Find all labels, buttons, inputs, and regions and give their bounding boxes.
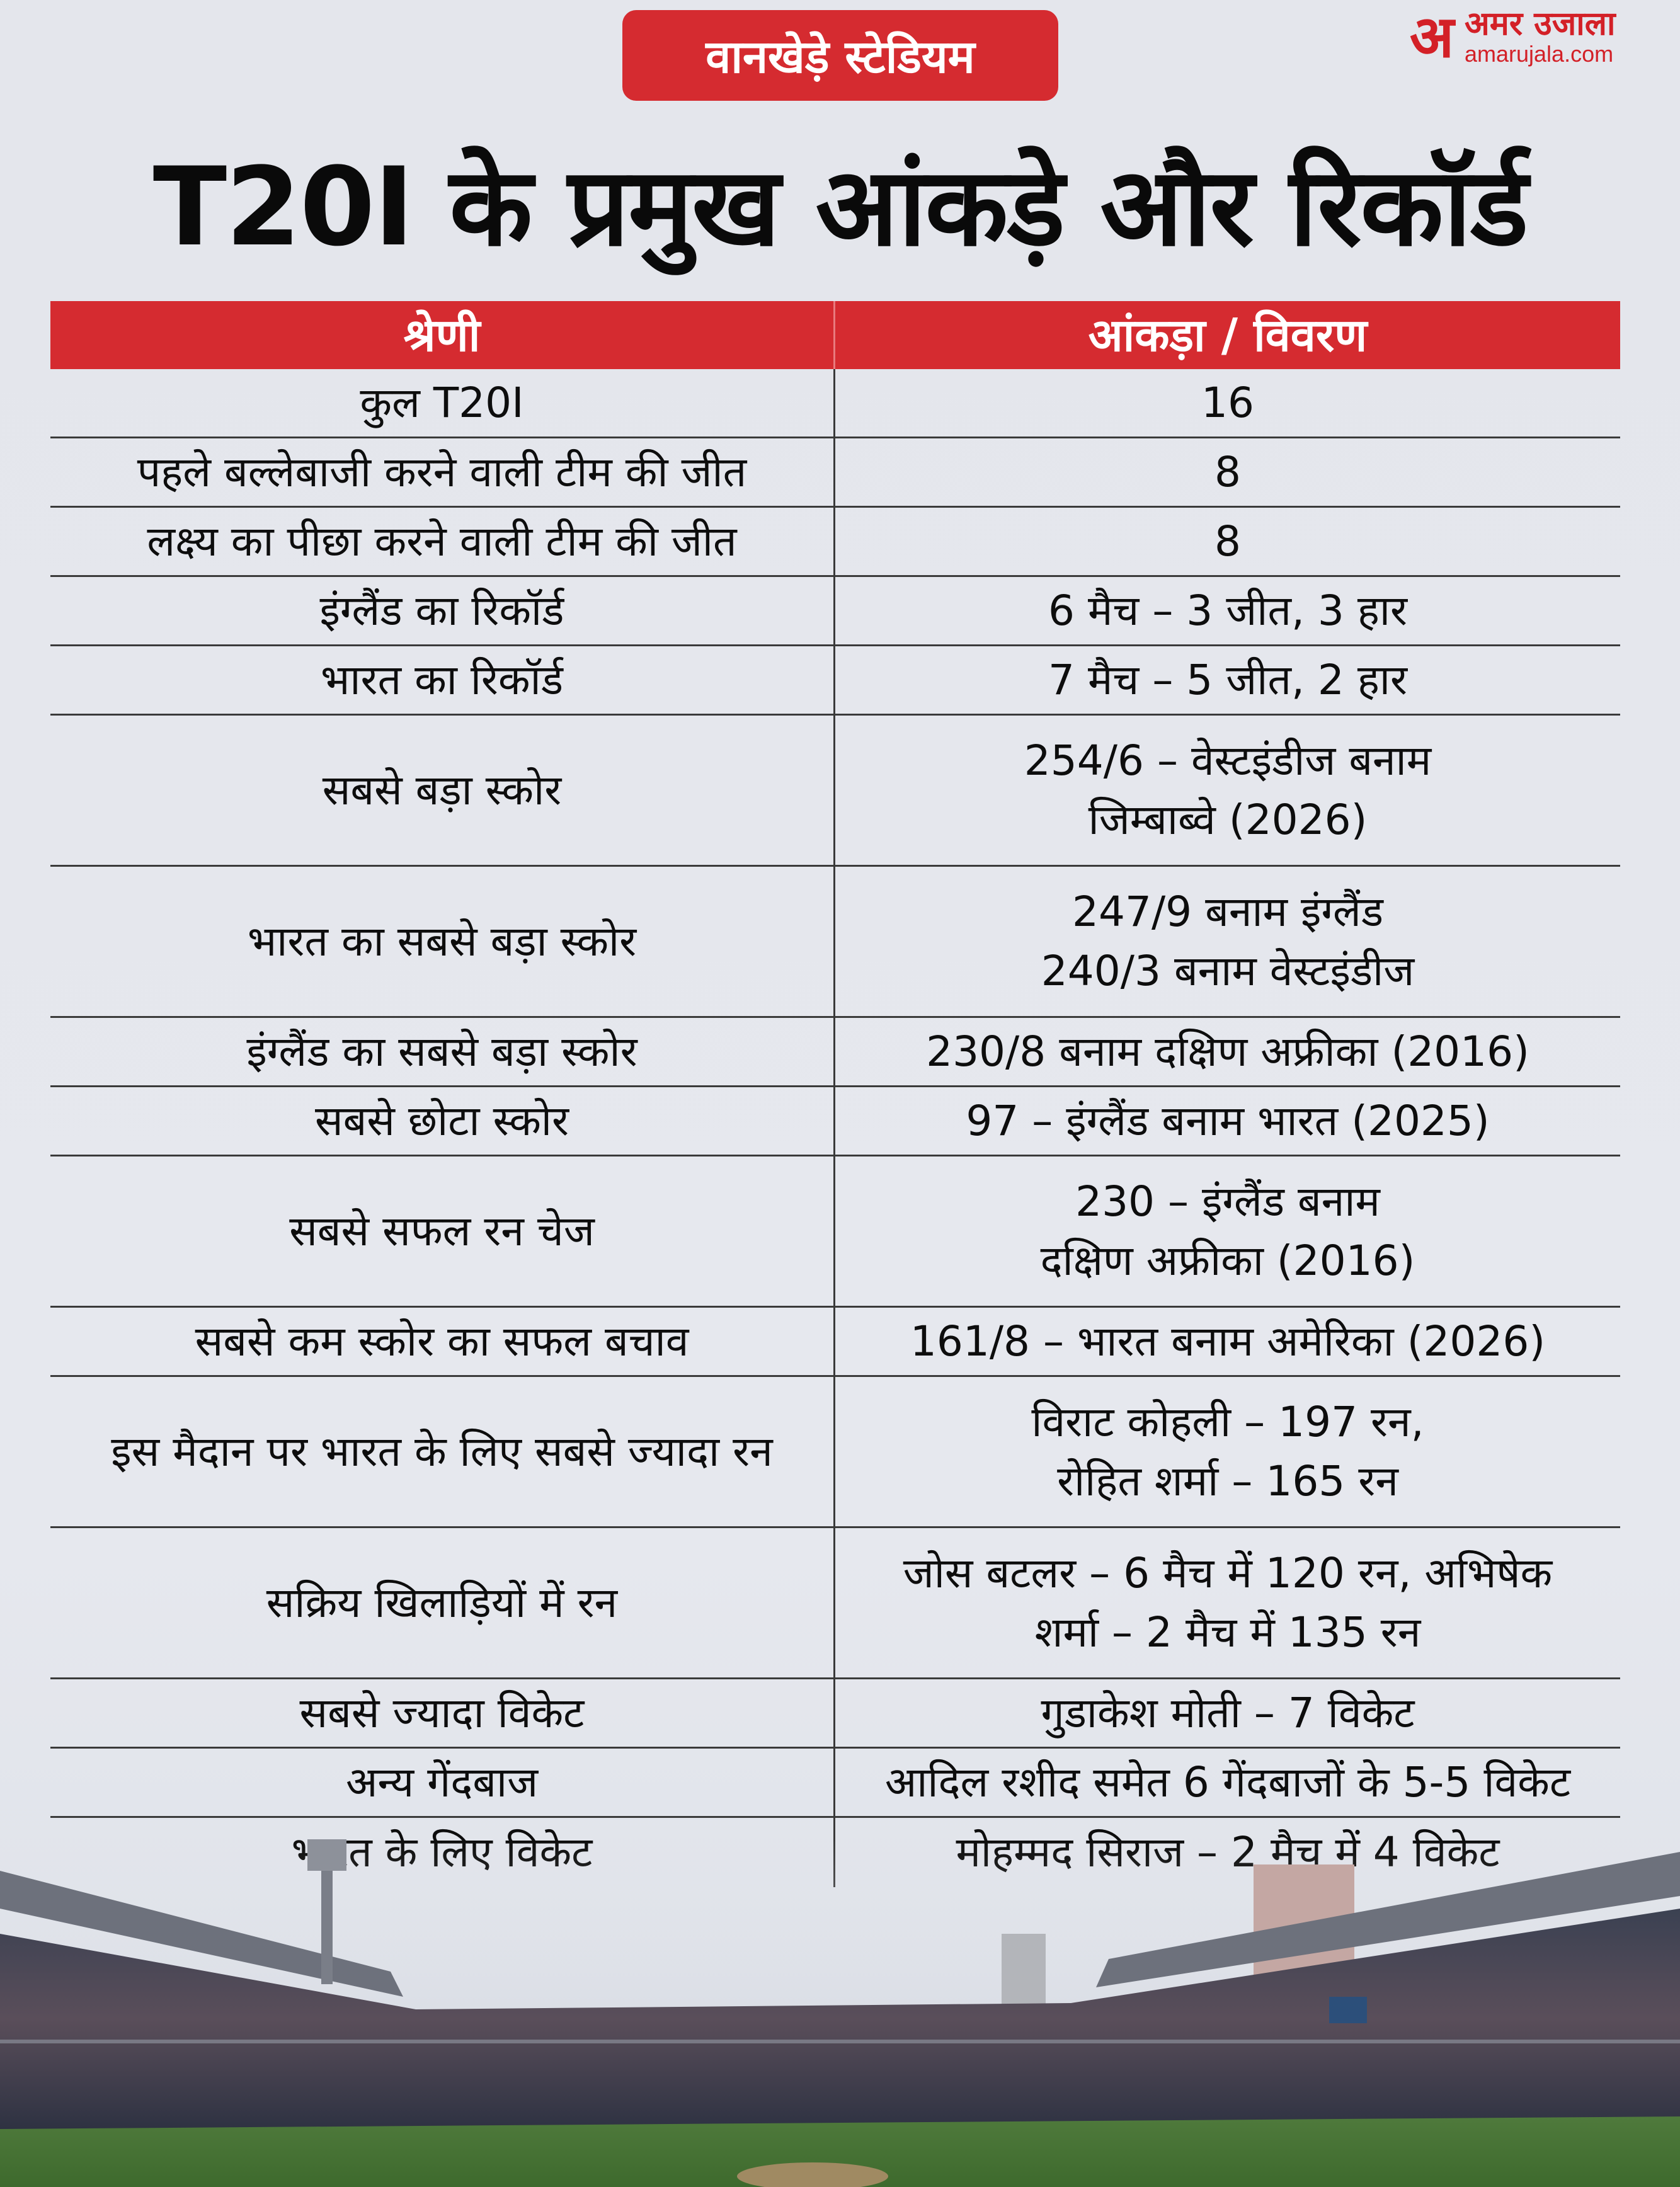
row-value: 247/9 बनाम इंग्लैंड 240/3 बनाम वेस्टइंडीज: [1041, 887, 1415, 995]
row-category: पहले बल्लेबाजी करने वाली टीम की जीत: [50, 438, 835, 506]
row-category: इस मैदान पर भारत के लिए सबसे ज्यादा रन: [50, 1377, 835, 1526]
row-value: 97 – इंग्लैंड बनाम भारत (2025): [966, 1096, 1490, 1145]
row-category: सबसे बड़ा स्कोर: [50, 716, 835, 865]
row-category: सबसे सफल रन चेज: [50, 1156, 835, 1306]
row-value: गुडाकेश मोती – 7 विकेट: [1041, 1688, 1415, 1737]
table-row: [50, 1087, 1620, 1156]
building: [1002, 1934, 1046, 2009]
column-header-category: श्रेणी: [50, 301, 835, 369]
brand-logo: [1402, 3, 1666, 71]
table-row: [50, 1679, 1620, 1749]
row-category: लक्ष्य का पीछा करने वाली टीम की जीत: [50, 508, 835, 575]
table-row: [50, 716, 1620, 867]
brand-name: अमर उजाला: [1465, 4, 1616, 43]
stand-divider: [0, 2040, 1680, 2043]
row-category: कुल T20I: [50, 369, 835, 437]
table-row: [50, 1528, 1620, 1679]
logo-text: [1465, 4, 1616, 67]
table-row: [50, 1018, 1620, 1087]
table-row: [50, 646, 1620, 716]
column-header-value: आंकड़ा / विवरण: [1088, 308, 1368, 362]
table-row: [50, 1377, 1620, 1528]
table-row: [50, 369, 1620, 438]
brand-url: amarujala.com: [1465, 40, 1614, 67]
stats-table: [50, 301, 1620, 1887]
row-category: अन्य गेंदबाज: [50, 1749, 835, 1816]
row-category: सबसे ज्यादा विकेट: [50, 1679, 835, 1747]
table-row: [50, 867, 1620, 1018]
venue-badge: वानखेड़े स्टेडियम: [622, 10, 1058, 101]
table-row: [50, 577, 1620, 646]
row-value: 8: [1214, 447, 1241, 496]
table-row: [50, 1308, 1620, 1377]
scoreboard: [1329, 1997, 1367, 2023]
floodlight-head: [307, 1839, 346, 1871]
row-value: 230/8 बनाम दक्षिण अफ्रीका (2016): [926, 1027, 1529, 1076]
row-category: सबसे छोटा स्कोर: [50, 1087, 835, 1155]
table-row: [50, 438, 1620, 508]
row-value: 8: [1214, 517, 1241, 566]
row-category: भारत का रिकॉर्ड: [50, 646, 835, 714]
row-value: जोस बटलर – 6 मैच में 120 रन, अभिषेक शर्मा – 2 मैच में 135 रन: [903, 1548, 1553, 1657]
row-value: 230 – इंग्लैंड बनाम दक्षिण अफ्रीका (2016): [1040, 1177, 1415, 1285]
row-value: 7 मैच – 5 जीत, 2 हार: [1048, 655, 1408, 704]
row-value: 16: [1201, 378, 1254, 427]
row-value: 6 मैच – 3 जीत, 3 हार: [1048, 586, 1408, 635]
row-value: 254/6 – वेस्टइंडीज बनाम जिम्बाब्वे (2026): [1024, 736, 1432, 844]
table-row: [50, 1749, 1620, 1818]
row-category: इंग्लैंड का सबसे बड़ा स्कोर: [50, 1018, 835, 1085]
page-title: T20I के प्रमुख आंकड़े और रिकॉर्ड: [152, 144, 1528, 270]
row-category: सबसे कम स्कोर का सफल बचाव: [50, 1308, 835, 1375]
row-category: भारत का सबसे बड़ा स्कोर: [50, 867, 835, 1016]
row-category: इंग्लैंड का रिकॉर्ड: [50, 577, 835, 644]
row-value: विराट कोहली – 197 रन, रोहित शर्मा – 165 रन: [1031, 1397, 1424, 1505]
stadium-illustration: [0, 1839, 1680, 2187]
row-value: आदिल रशीद समेत 6 गेंदबाजों के 5-5 विकेट: [884, 1757, 1571, 1807]
logo-mark-icon: अ: [1409, 3, 1454, 71]
table-row: [50, 508, 1620, 577]
table-header-row: [50, 301, 1620, 369]
row-category: सक्रिय खिलाड़ियों में रन: [50, 1528, 835, 1677]
table-row: [50, 1156, 1620, 1308]
row-value: 161/8 – भारत बनाम अमेरिका (2026): [910, 1316, 1546, 1366]
